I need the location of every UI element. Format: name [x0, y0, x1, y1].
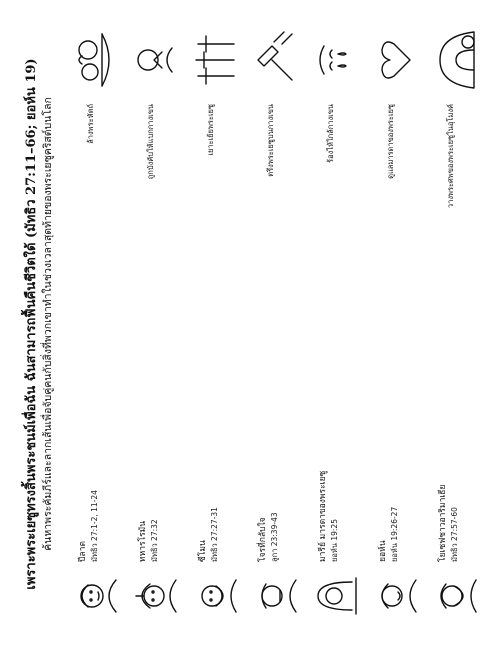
thief-portrait-icon	[252, 568, 298, 624]
worksheet-instructions: ค้นหาพระคัมภีร์และลากเส้นเพื่อจับคู่คนกับสิ่งที่พวกเขาทำในช่วงเวลาสุดท้ายของพระเยซูคริสต์บนโลก	[42, 97, 54, 551]
scripture-reference: ลูกา 23:39-43	[270, 512, 279, 562]
match-row	[252, 24, 298, 624]
match-row	[312, 24, 358, 624]
heart-hands-icon	[372, 26, 418, 94]
person-name: โยเซฟชาวอาริมาเธีย	[438, 484, 448, 562]
hammer-nails-icon	[252, 26, 298, 94]
washbasin-icon	[72, 26, 118, 94]
person-name: ปีลาต	[78, 541, 88, 562]
three-crosses-icon	[192, 26, 238, 94]
action-description: วางพระศพของพระเยซูในอุโมงค์	[446, 104, 455, 209]
scripture-reference: มัทธิว 27:57-60	[450, 507, 459, 562]
match-row	[432, 24, 478, 624]
joseph-portrait-icon	[432, 568, 478, 624]
action-description: ล้างพระหัตถ์	[86, 104, 95, 144]
action-description: ดูแลมารดาของพระเยซู	[386, 104, 395, 179]
person-name: โจรที่กลับใจ	[258, 517, 268, 562]
mary-portrait-icon	[312, 568, 358, 624]
tears-icon	[312, 26, 358, 94]
match-row	[372, 24, 418, 624]
scripture-reference: มัทธิว 27:1-2, 11-24	[90, 490, 99, 562]
tomb-icon	[432, 26, 478, 94]
match-row	[72, 24, 118, 624]
praying-hands-icon	[132, 26, 178, 94]
action-description: ถูกบังคับให้แบกกางเขน	[146, 104, 155, 180]
action-description: ตรึงพระเยซูบนกางเขน	[266, 104, 275, 177]
john-portrait-icon	[372, 568, 418, 624]
person-name: ยอห์น	[378, 540, 388, 562]
worksheet-title: เพราะพระเยซูทรงสิ้นพระชนม์เพื่อฉัน ฉันสามารถฟื้นคืนชีวิตใด้ (มัทธิว 27:11–66; ยอห์น 19)	[24, 58, 39, 590]
roman-soldier-portrait-icon	[132, 568, 178, 624]
simon-portrait-icon	[192, 568, 238, 624]
scripture-reference: มัทธิว 27:27-31	[210, 507, 219, 562]
person-name: ซีโมน	[198, 540, 208, 562]
pilate-portrait-icon	[72, 568, 118, 624]
person-name: ทหารโรมัน	[138, 520, 148, 562]
person-name: มารีย์ มารดาของพระเยซู	[318, 470, 328, 562]
match-row	[132, 24, 178, 624]
match-row	[192, 24, 238, 624]
rotated-content	[20, 24, 480, 624]
action-description: เยาะเย้ยพระเยซู	[206, 104, 215, 156]
action-description: ร้องไห้ใกล้กางเขน	[326, 104, 335, 163]
scripture-reference: ยอห์น 19:26-27	[390, 506, 399, 562]
scripture-reference: ยอห์น 19:25	[330, 519, 339, 562]
scripture-reference: มัทธิว 27:32	[150, 519, 159, 562]
